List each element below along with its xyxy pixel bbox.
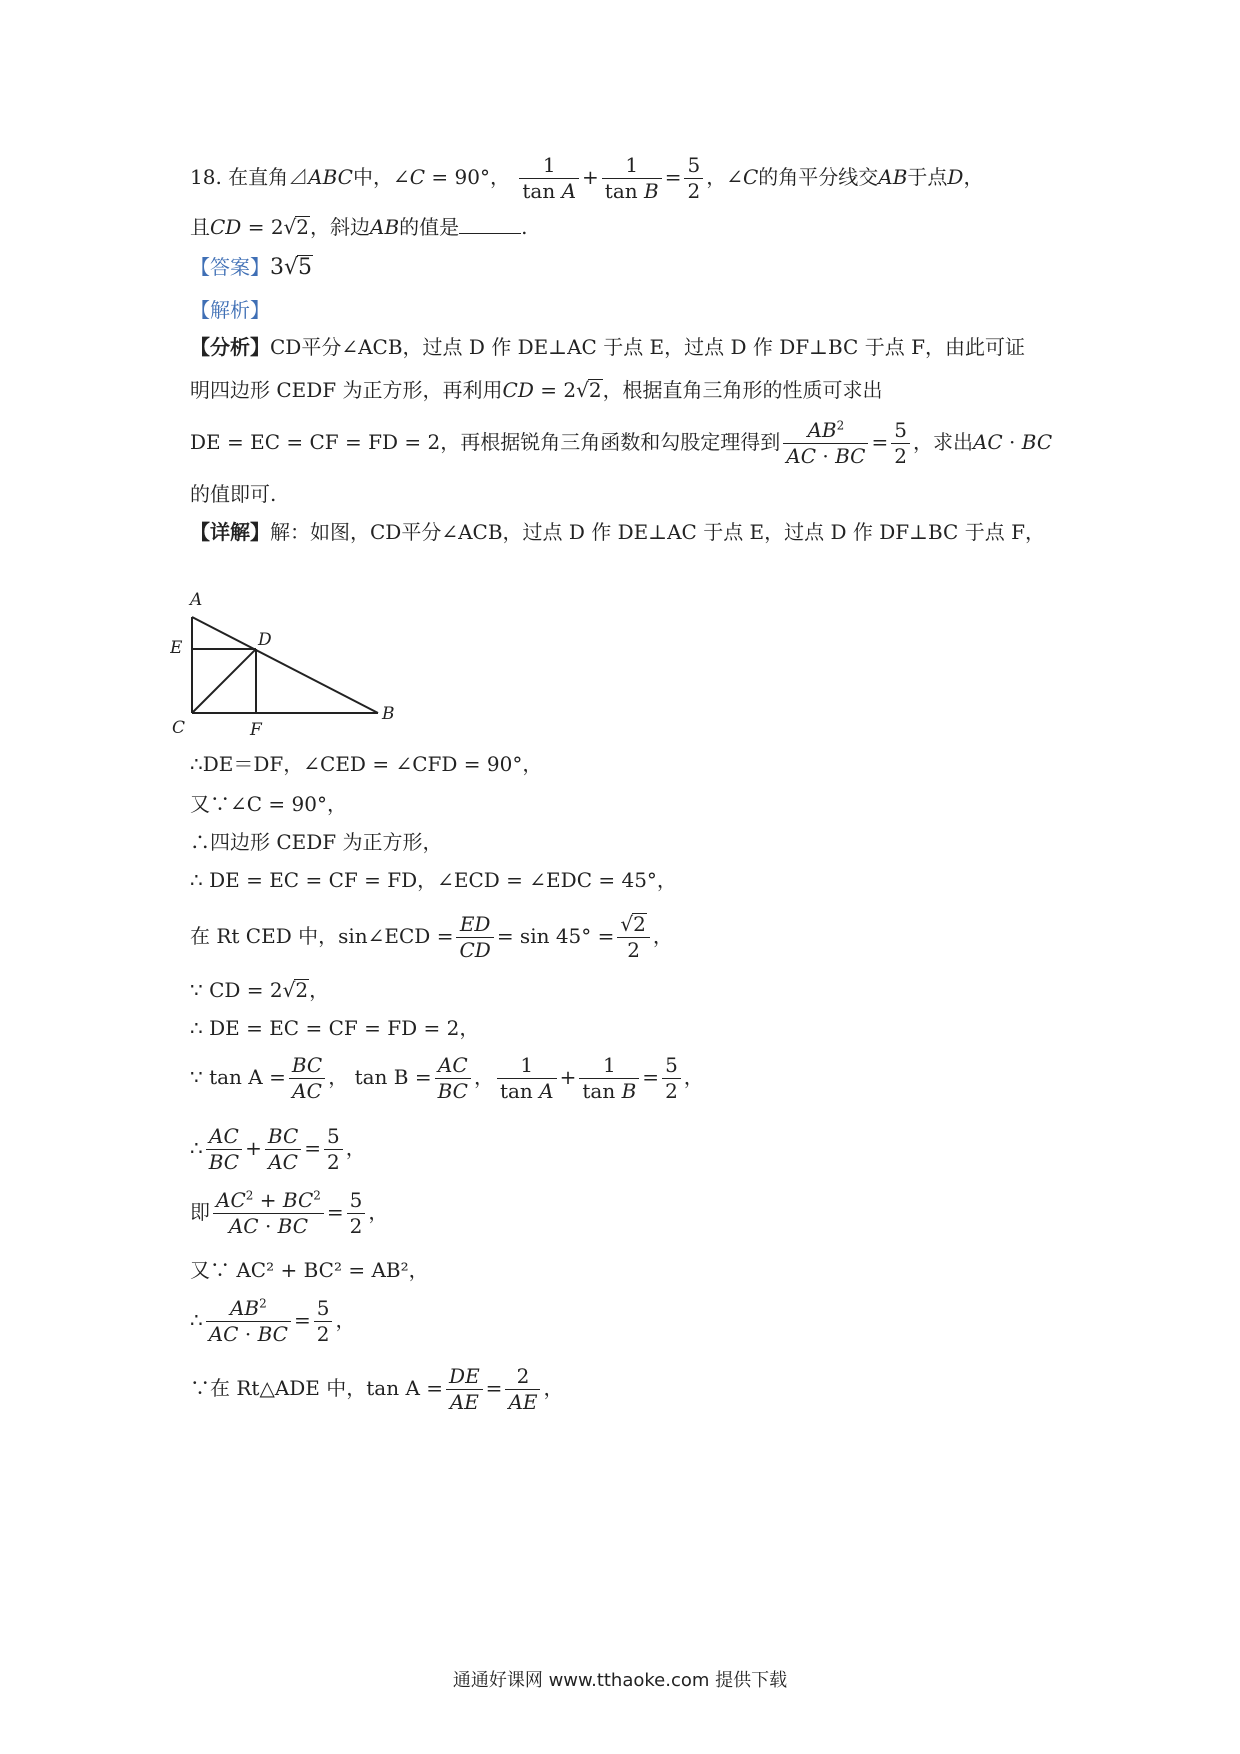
fraction: $\frac{BC}{AC}$ xyxy=(265,1124,301,1175)
fraction: $\frac{1}{\text{tan A}}$ xyxy=(519,153,579,204)
answer-value: 3√5 xyxy=(270,255,313,280)
fraction: $\frac{AB^2}{AC \cdot BC}$ xyxy=(206,1296,291,1347)
analysis-tag-line xyxy=(190,298,270,322)
fenxi-line-3: DE = EC = CF = FD = 2，再根据锐角三角函数和勾股定理得到 $\frac{AB^2}{AC \cdot BC}$ = $\frac{5}{2}$ ，求出AC · BC xyxy=(190,418,1053,468)
fraction: $\frac{AC^2 + BC^2}{AC \cdot BC}$ xyxy=(213,1188,324,1239)
fraction: $\frac{1}{\text{tan B}}$ xyxy=(602,153,662,204)
question-line-1: 18. 在直角⊿ABC中，∠C = 90°， $\frac{1}{\text{tan A}}$ + $\frac{1}{\text{tan B}}$ = $\frac{5}{2}$ ，∠C的角平分线交AB于点D， xyxy=(190,153,984,203)
step-8: ∵ tan A = $\frac{BC}{AC}$ ， tan B = $\frac{AC}{BC}$ ， $\frac{1}{\text{tan A}}$ + $\frac{1}{\text{tan B}}$ = $\frac{5}{2}$ ， xyxy=(190,1053,704,1103)
answer-line xyxy=(190,255,313,281)
step-9: ∴ $\frac{AC}{BC}$ + $\frac{BC}{AC}$ = $\frac{5}{2}$ ， xyxy=(190,1124,366,1174)
fraction: $\frac{√2}{2}$ xyxy=(617,912,649,963)
label-f: F xyxy=(250,720,262,740)
analysis-tag: 【解析】 xyxy=(190,298,270,322)
label-b: B xyxy=(382,704,395,724)
answer-tag: 【答案】 xyxy=(190,255,270,279)
label-e: E xyxy=(170,638,183,658)
step-13: ∵在 Rt△ADE 中，tan A = $\frac{DE}{AE}$ = $\frac{2}{AE}$ ， xyxy=(190,1364,564,1414)
xiangjie-line-1: 【详解】解：如图，CD平分∠ACB，过点 D 作 DE⊥AC 于点 E，过点 D 作 DF⊥BC 于点 F， xyxy=(190,520,1045,544)
step-10: 即 $\frac{AC^2 + BC^2}{AC \cdot BC}$ = $\frac{5}{2}$ ， xyxy=(190,1188,389,1238)
step-3: ∴四边形 CEDF 为正方形， xyxy=(190,830,443,854)
fraction: $\frac{1}{\text{tan A}}$ xyxy=(497,1053,557,1104)
fraction: $\frac{5}{2}$ xyxy=(314,1296,333,1347)
xiangjie-tag: 【详解】 xyxy=(190,520,270,544)
segment-ab xyxy=(192,617,378,713)
step-5: 在 Rt CED 中，sin∠ECD = $\frac{ED}{CD}$ = sin 45° = $\frac{√2}{2}$ ， xyxy=(190,912,673,962)
fraction: $\frac{ED}{CD}$ xyxy=(456,912,493,963)
fraction: $\frac{DE}{AE}$ xyxy=(446,1364,483,1415)
question-line-2: 且CD = 2√2，斜边AB的值是 . xyxy=(190,215,528,239)
fenxi-tag: 【分析】 xyxy=(190,335,270,359)
fraction: $\frac{AC}{BC}$ xyxy=(206,1124,242,1175)
step-1: ∴DE＝DF，∠CED = ∠CFD = 90°， xyxy=(190,752,543,776)
step-4: ∴ DE = EC = CF = FD，∠ECD = ∠EDC = 45°， xyxy=(190,868,677,892)
fraction: $\frac{5}{2}$ xyxy=(347,1188,366,1239)
step-6: ∵ CD = 2√2， xyxy=(190,978,330,1002)
label-d: D xyxy=(258,630,272,650)
answer-blank xyxy=(459,213,521,234)
fraction: $\frac{2}{AE}$ xyxy=(505,1364,540,1415)
fraction: $\frac{5}{2}$ xyxy=(684,153,703,204)
step-7: ∴ DE = EC = CF = FD = 2， xyxy=(190,1016,480,1040)
segment-cd xyxy=(192,649,256,713)
label-a: A xyxy=(190,590,203,610)
fraction: $\frac{5}{2}$ xyxy=(891,418,910,469)
step-12: ∴ $\frac{AB^2}{AC \cdot BC}$ = $\frac{5}{2}$ ， xyxy=(190,1296,356,1346)
step-11: 又∵ AC² + BC² = AB²， xyxy=(190,1258,429,1282)
question-number: 18. xyxy=(190,165,222,189)
fraction: $\frac{AB^2}{AC \cdot BC}$ xyxy=(783,418,868,469)
fraction: $\frac{5}{2}$ xyxy=(662,1053,681,1104)
fenxi-line-4: 的值即可. xyxy=(190,482,277,506)
page-footer: 通通好课网 www.tthaoke.com 提供下载 xyxy=(452,1670,788,1691)
fraction: $\frac{5}{2}$ xyxy=(324,1124,343,1175)
label-c: C xyxy=(172,718,186,738)
step-2: 又∵∠C = 90°， xyxy=(190,792,347,816)
triangle-figure xyxy=(170,585,410,745)
fenxi-line-1: 【分析】CD平分∠ACB，过点 D 作 DE⊥AC 于点 E，过点 D 作 DF⊥BC 于点 F，由此可证 xyxy=(190,335,1025,359)
fraction: $\frac{AC}{BC}$ xyxy=(435,1053,471,1104)
fraction: $\frac{BC}{AC}$ xyxy=(289,1053,325,1104)
fraction: $\frac{1}{\text{tan B}}$ xyxy=(579,1053,639,1104)
fenxi-line-2: 明四边形 CEDF 为正方形，再利用CD = 2√2，根据直角三角形的性质可求出 xyxy=(190,378,883,402)
